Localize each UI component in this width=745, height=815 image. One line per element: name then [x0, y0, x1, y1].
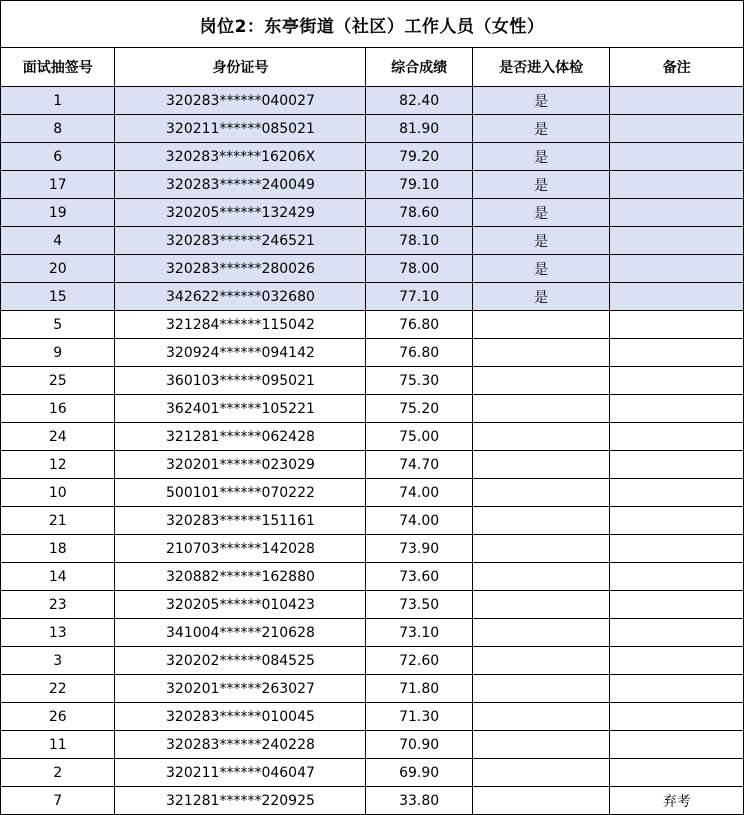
table-row: [1, 171, 744, 199]
cell-interview-number: 5: [1, 311, 115, 339]
cell-remarks: [610, 143, 744, 171]
cell-id-number: 321284******115042: [115, 311, 366, 339]
cell-interview-number: 8: [1, 115, 115, 143]
cell-total-score: 81.90: [366, 115, 472, 143]
cell-total-score: 78.10: [366, 227, 472, 255]
cell-id-number: 320205******132429: [115, 199, 366, 227]
cell-interview-number: 10: [1, 479, 115, 507]
table-row: [1, 339, 744, 367]
cell-interview-number: 20: [1, 255, 115, 283]
cell-id-number: 320211******046047: [115, 759, 366, 787]
cell-remarks: [610, 283, 744, 311]
cell-physical-exam: 是: [472, 87, 610, 115]
table-body: [1, 87, 744, 815]
header-row: [1, 48, 744, 87]
cell-physical-exam: [472, 703, 610, 731]
cell-physical-exam: [472, 451, 610, 479]
cell-physical-exam: [472, 479, 610, 507]
cell-total-score: 76.80: [366, 311, 472, 339]
cell-id-number: 320283******240049: [115, 171, 366, 199]
table-row: [1, 535, 744, 563]
cell-physical-exam: [472, 367, 610, 395]
table-row: [1, 255, 744, 283]
cell-id-number: 320201******263027: [115, 675, 366, 703]
cell-physical-exam: [472, 507, 610, 535]
table-row: [1, 199, 744, 227]
cell-remarks: [610, 339, 744, 367]
cell-interview-number: 26: [1, 703, 115, 731]
table-row: [1, 619, 744, 647]
table-row: [1, 283, 744, 311]
cell-interview-number: 24: [1, 423, 115, 451]
cell-physical-exam: 是: [472, 171, 610, 199]
cell-id-number: 320283******040027: [115, 87, 366, 115]
header-physical-exam: 是否进入体检: [472, 48, 610, 87]
cell-total-score: 71.30: [366, 703, 472, 731]
cell-id-number: 320205******010423: [115, 591, 366, 619]
cell-id-number: 320283******151161: [115, 507, 366, 535]
cell-remarks: [610, 227, 744, 255]
table-row: [1, 479, 744, 507]
cell-total-score: 79.20: [366, 143, 472, 171]
cell-id-number: 500101******070222: [115, 479, 366, 507]
cell-id-number: 320283******010045: [115, 703, 366, 731]
cell-remarks: 弃考: [610, 787, 744, 815]
cell-total-score: 75.20: [366, 395, 472, 423]
cell-remarks: [610, 703, 744, 731]
cell-remarks: [610, 591, 744, 619]
cell-interview-number: 2: [1, 759, 115, 787]
cell-physical-exam: [472, 311, 610, 339]
cell-physical-exam: [472, 563, 610, 591]
cell-total-score: 79.10: [366, 171, 472, 199]
cell-remarks: [610, 367, 744, 395]
table-row: [1, 703, 744, 731]
cell-interview-number: 15: [1, 283, 115, 311]
cell-total-score: 76.80: [366, 339, 472, 367]
cell-physical-exam: 是: [472, 143, 610, 171]
cell-interview-number: 18: [1, 535, 115, 563]
cell-remarks: [610, 199, 744, 227]
cell-total-score: 69.90: [366, 759, 472, 787]
cell-id-number: 320202******084525: [115, 647, 366, 675]
table-row: [1, 395, 744, 423]
table-row: [1, 115, 744, 143]
cell-id-number: 320211******085021: [115, 115, 366, 143]
table-row: [1, 423, 744, 451]
cell-interview-number: 4: [1, 227, 115, 255]
cell-interview-number: 17: [1, 171, 115, 199]
cell-interview-number: 14: [1, 563, 115, 591]
cell-total-score: 73.90: [366, 535, 472, 563]
table-row: [1, 787, 744, 815]
cell-total-score: 73.60: [366, 563, 472, 591]
cell-total-score: 71.80: [366, 675, 472, 703]
table-title: 岗位2：东亭街道（社区）工作人员（女性）: [1, 1, 744, 48]
cell-interview-number: 6: [1, 143, 115, 171]
cell-physical-exam: 是: [472, 115, 610, 143]
cell-physical-exam: 是: [472, 227, 610, 255]
cell-remarks: [610, 619, 744, 647]
cell-id-number: 320283******280026: [115, 255, 366, 283]
cell-total-score: 78.00: [366, 255, 472, 283]
cell-remarks: [610, 675, 744, 703]
cell-remarks: [610, 87, 744, 115]
cell-physical-exam: [472, 787, 610, 815]
cell-remarks: [610, 563, 744, 591]
cell-interview-number: 7: [1, 787, 115, 815]
cell-total-score: 74.70: [366, 451, 472, 479]
cell-id-number: 362401******105221: [115, 395, 366, 423]
cell-physical-exam: [472, 339, 610, 367]
cell-remarks: [610, 647, 744, 675]
cell-remarks: [610, 423, 744, 451]
header-total-score: 综合成绩: [366, 48, 472, 87]
cell-id-number: 321281******220925: [115, 787, 366, 815]
cell-total-score: 74.00: [366, 507, 472, 535]
cell-remarks: [610, 731, 744, 759]
cell-total-score: 73.10: [366, 619, 472, 647]
cell-interview-number: 11: [1, 731, 115, 759]
cell-interview-number: 13: [1, 619, 115, 647]
header-id-number: 身份证号: [115, 48, 366, 87]
cell-remarks: [610, 759, 744, 787]
cell-id-number: 341004******210628: [115, 619, 366, 647]
cell-physical-exam: [472, 731, 610, 759]
table-row: [1, 675, 744, 703]
cell-id-number: 320283******16206X: [115, 143, 366, 171]
cell-interview-number: 1: [1, 87, 115, 115]
cell-id-number: 210703******142028: [115, 535, 366, 563]
cell-id-number: 320924******094142: [115, 339, 366, 367]
cell-total-score: 72.60: [366, 647, 472, 675]
cell-total-score: 77.10: [366, 283, 472, 311]
cell-id-number: 320201******023029: [115, 451, 366, 479]
table-row: [1, 367, 744, 395]
cell-total-score: 82.40: [366, 87, 472, 115]
cell-remarks: [610, 255, 744, 283]
table-row: [1, 731, 744, 759]
cell-total-score: 75.30: [366, 367, 472, 395]
cell-interview-number: 23: [1, 591, 115, 619]
cell-remarks: [610, 507, 744, 535]
cell-total-score: 73.50: [366, 591, 472, 619]
cell-physical-exam: 是: [472, 199, 610, 227]
cell-interview-number: 22: [1, 675, 115, 703]
cell-physical-exam: [472, 647, 610, 675]
cell-remarks: [610, 451, 744, 479]
cell-interview-number: 3: [1, 647, 115, 675]
table-row: [1, 143, 744, 171]
cell-remarks: [610, 115, 744, 143]
table-row: [1, 507, 744, 535]
table-row: [1, 591, 744, 619]
cell-total-score: 78.60: [366, 199, 472, 227]
cell-physical-exam: [472, 591, 610, 619]
cell-physical-exam: 是: [472, 255, 610, 283]
cell-physical-exam: [472, 759, 610, 787]
table-row: [1, 451, 744, 479]
cell-id-number: 320283******240228: [115, 731, 366, 759]
cell-physical-exam: [472, 423, 610, 451]
cell-total-score: 74.00: [366, 479, 472, 507]
cell-physical-exam: 是: [472, 283, 610, 311]
cell-remarks: [610, 535, 744, 563]
header-remarks: 备注: [610, 48, 744, 87]
table-row: [1, 759, 744, 787]
table-row: [1, 87, 744, 115]
cell-physical-exam: [472, 535, 610, 563]
table-row: [1, 311, 744, 339]
cell-remarks: [610, 479, 744, 507]
cell-id-number: 321281******062428: [115, 423, 366, 451]
header-interview-number: 面试抽签号: [1, 48, 115, 87]
cell-id-number: 360103******095021: [115, 367, 366, 395]
table-row: [1, 563, 744, 591]
cell-interview-number: 25: [1, 367, 115, 395]
cell-physical-exam: [472, 675, 610, 703]
cell-interview-number: 9: [1, 339, 115, 367]
cell-remarks: [610, 311, 744, 339]
cell-id-number: 342622******032680: [115, 283, 366, 311]
cell-interview-number: 12: [1, 451, 115, 479]
cell-total-score: 70.90: [366, 731, 472, 759]
cell-remarks: [610, 171, 744, 199]
cell-physical-exam: [472, 619, 610, 647]
cell-interview-number: 16: [1, 395, 115, 423]
cell-total-score: 75.00: [366, 423, 472, 451]
cell-total-score: 33.80: [366, 787, 472, 815]
cell-id-number: 320882******162880: [115, 563, 366, 591]
table-row: [1, 647, 744, 675]
table-row: [1, 227, 744, 255]
cell-interview-number: 21: [1, 507, 115, 535]
cell-id-number: 320283******246521: [115, 227, 366, 255]
cell-interview-number: 19: [1, 199, 115, 227]
cell-physical-exam: [472, 395, 610, 423]
cell-remarks: [610, 395, 744, 423]
